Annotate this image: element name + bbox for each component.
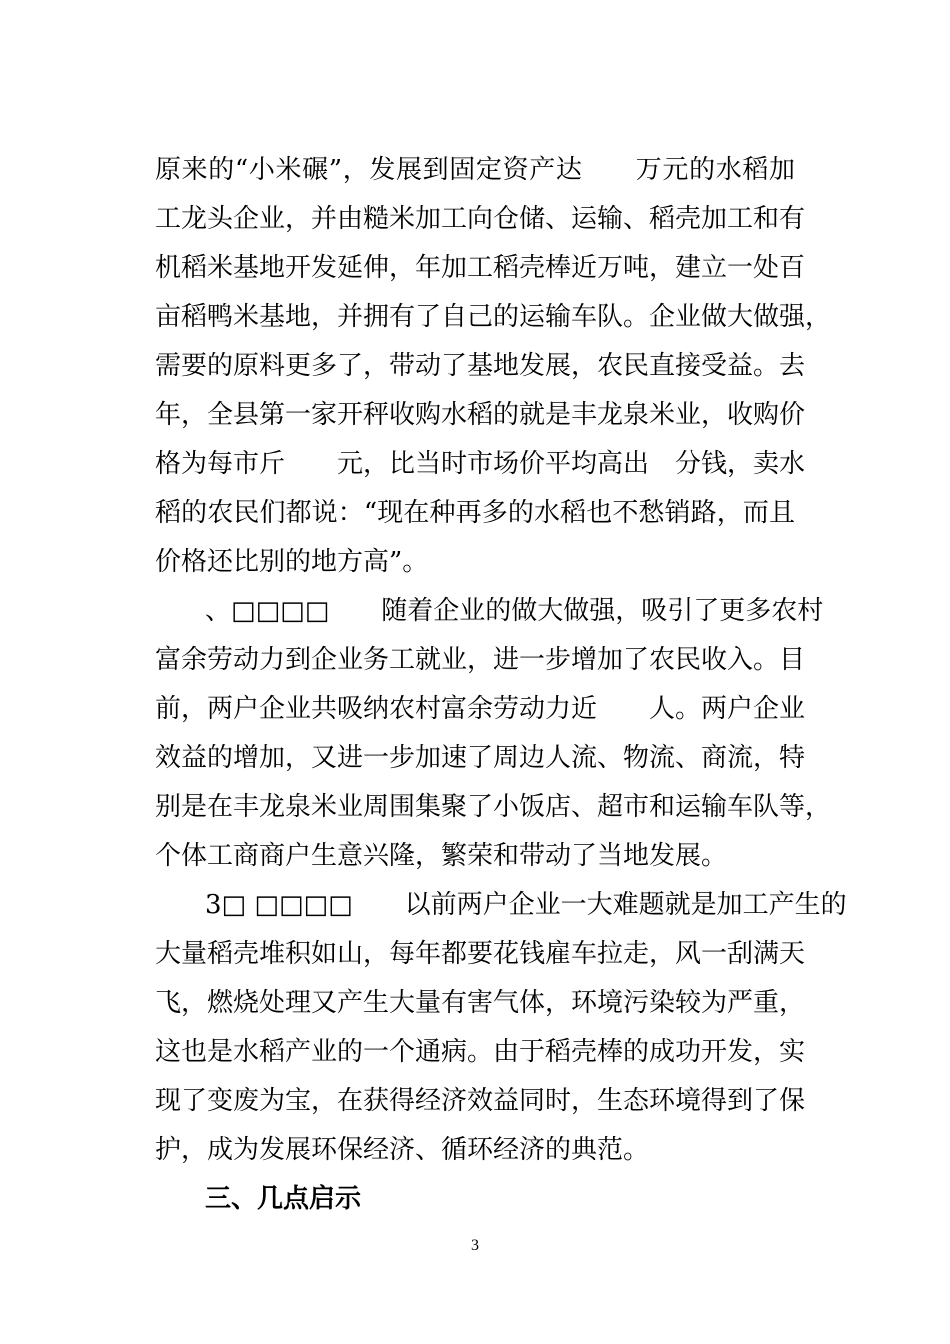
paragraph-line: 大量稻壳堆积如山，每年都要花钱雇车拉走，风一刮满天 xyxy=(155,939,806,969)
paragraph-line: 工龙头企业，并由糙米加工向仓储、运输、稻壳加工和有 xyxy=(155,204,806,234)
paragraph-line: 稻的农民们都说：“现在种再多的水稻也不愁销路，而且 xyxy=(155,498,795,528)
paragraph-line: 这也是水稻产业的一个通病。由于稻壳棒的成功开发，实 xyxy=(155,1037,806,1067)
page-number: 3 xyxy=(471,1237,479,1254)
paragraph-line: 格为每市斤 元，比当时市场价平均高出 分钱，卖水 xyxy=(155,449,806,479)
paragraph-line: 护，成为发展环保经济、循环经济的典范。 xyxy=(155,1135,650,1165)
paragraph-line: 别是在丰龙泉米业周围集聚了小饭店、超市和运输车队等， xyxy=(155,792,832,822)
paragraph-line: 效益的增加，又进一步加速了周边人流、物流、商流，特 xyxy=(155,743,806,773)
paragraph-line: 个体工商商户生意兴隆，繁荣和带动了当地发展。 xyxy=(155,841,728,871)
paragraph-line: 前，两户企业共吸纳农村富余劳动力近 人。两户企业 xyxy=(155,694,806,724)
paragraph-line: 富余劳动力到企业务工就业，进一步增加了农民收入。目 xyxy=(155,645,806,675)
paragraph-line: 亩稻鸭米基地，并拥有了自己的运输车队。企业做大做强， xyxy=(155,302,832,332)
paragraph-line: 年，全县第一家开秤收购水稻的就是丰龙泉米业，收购价 xyxy=(155,400,806,430)
paragraph-line: 原来的“小米碾”，发展到固定资产达 万元的水稻加 xyxy=(155,155,795,185)
paragraph-line: 飞，燃烧处理又产生大量有害气体，环境污染较为严重， xyxy=(155,988,806,1018)
section-heading: 三、几点启示 xyxy=(205,1184,362,1214)
paragraph-line: 现了变废为宝，在获得经济效益同时，生态环境得到了保 xyxy=(155,1086,806,1116)
paragraph-line: 需要的原料更多了，带动了基地发展，农民直接受益。去 xyxy=(155,351,806,381)
paragraph-line: 机稻米基地开发延伸，年加工稻壳棒近万吨，建立一处百 xyxy=(155,253,806,283)
paragraph-line: 、□□□□ 随着企业的做大做强，吸引了更多农村 xyxy=(205,596,824,626)
paragraph-line: 3□ □□□□ 以前两户企业一大难题就是加工产生的 xyxy=(205,890,847,920)
paragraph-line: 价格还比别的地方高”。 xyxy=(155,547,429,577)
